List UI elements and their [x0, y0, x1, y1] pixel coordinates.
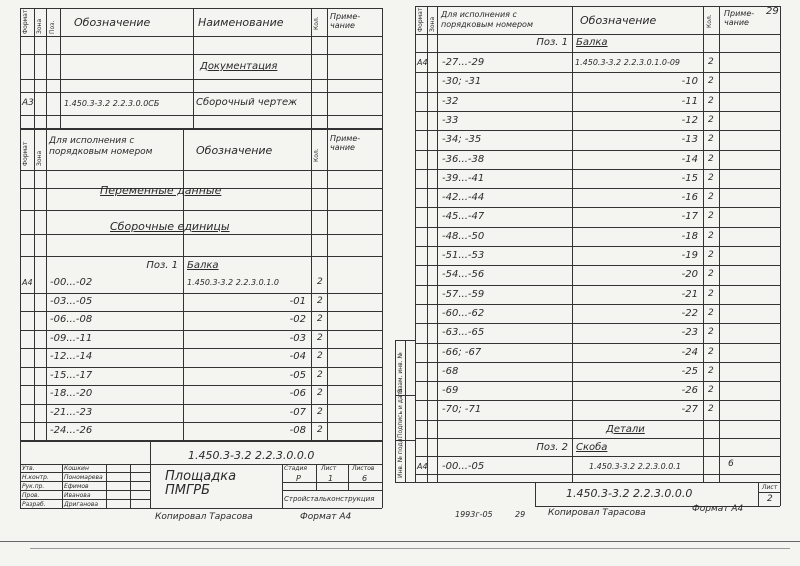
row-line: [415, 323, 780, 324]
side-label-sign: Подпись и дата: [397, 388, 404, 438]
row-exec: -30; -31: [442, 76, 482, 88]
stamp-stage: Р: [296, 474, 301, 483]
row-line: [20, 422, 382, 423]
row-line: [415, 72, 780, 73]
row-line: [415, 362, 780, 363]
header2-for-exec: Для исполнения с порядковым номером: [49, 136, 153, 157]
header2-format: Формат: [22, 141, 29, 166]
row-line: [415, 400, 780, 401]
row-line: [415, 285, 780, 286]
row-designation: -20: [681, 269, 698, 281]
row-designation: -27: [681, 404, 698, 416]
row-designation: -07: [289, 406, 306, 418]
detail-designation: 1.450.3-3.2 2.2.3.0.0.1: [589, 462, 681, 471]
row-exec: -21...-23: [50, 406, 93, 418]
side-label-inv: Инв. № подл.: [397, 436, 404, 478]
header2-note: Приме- чание: [330, 134, 361, 152]
row-qty: 2: [708, 172, 714, 183]
row-designation: 1.450.3-3.2 2.2.3.0.1.0-09: [575, 58, 681, 67]
row-line: [415, 188, 780, 189]
stamp-sheet: 1: [328, 474, 334, 483]
detail-format: А4: [417, 462, 428, 471]
doc-name: Сборочный чертеж: [196, 97, 298, 108]
stamp-code: 1.450.3-3.2 2.2.3.0.0.0: [188, 449, 315, 462]
row-line: [415, 420, 780, 421]
header-format: Формат: [22, 9, 29, 34]
row-designation: -17: [681, 211, 698, 223]
row-line: [415, 343, 780, 344]
stamp-name: Пономарева: [64, 474, 103, 481]
stamp-name: Кошкин: [64, 465, 89, 472]
row-line: [415, 92, 780, 93]
row-qty: 2: [708, 57, 714, 67]
stamp-stage-header: Стадия: [284, 465, 308, 472]
row-qty: 2: [317, 425, 323, 435]
row-exec: -45...-47: [442, 211, 485, 223]
row-line: [415, 130, 780, 131]
header-qty: Кол.: [313, 16, 320, 30]
row-exec: -51...-53: [442, 250, 485, 261]
variable-data-title: Переменные данные: [100, 184, 222, 197]
row-line: [20, 311, 382, 312]
row-designation: -21: [681, 288, 698, 300]
scan-line-2: [30, 548, 790, 549]
row-exec: -24...-26: [50, 425, 93, 436]
header2-designation: Обозначение: [196, 144, 273, 157]
row-designation: -04: [289, 351, 306, 362]
row-qty: 2: [317, 295, 323, 306]
row-qty: 2: [708, 230, 714, 241]
row-qty: 2: [708, 346, 714, 357]
header-zone: Зона: [36, 18, 43, 34]
row-designation: -23: [681, 327, 698, 339]
row-designation: -16: [681, 192, 698, 204]
row-exec: -27...-29: [442, 57, 485, 68]
row-qty: 2: [317, 388, 323, 398]
row-exec: -00...-02: [50, 277, 93, 288]
row-designation: -10: [681, 76, 698, 88]
documentation-title: Документация: [200, 61, 278, 72]
row-qty: 2: [708, 327, 714, 338]
row-exec: -57...-59: [442, 288, 485, 300]
row-designation: -01: [289, 295, 306, 307]
row-qty: 2: [708, 114, 714, 125]
header-pos: Поз.: [49, 20, 56, 34]
row-qty: 2: [708, 365, 714, 376]
row-qty: 2: [708, 211, 714, 222]
pos-name: Балка: [187, 260, 219, 271]
r-header-zone: Зона: [429, 16, 436, 32]
side-label-replace: Взам. инв. №: [397, 352, 404, 393]
scan-line: [0, 541, 800, 542]
row-line: [415, 304, 780, 305]
row-exec: -42...-44: [442, 192, 485, 204]
row-exec: -06...-08: [50, 314, 93, 325]
row-exec: -32: [442, 95, 459, 107]
detail-exec: -00...-05: [442, 461, 485, 472]
row-designation: -13: [681, 134, 698, 146]
r-stamp-sheet: 2: [767, 494, 773, 504]
row-designation: -02: [289, 314, 306, 325]
row-qty: 2: [708, 288, 714, 299]
stamp-org: Стройстальконструкция: [284, 495, 375, 503]
row-exec: -69: [442, 385, 459, 397]
row-designation: -18: [681, 230, 698, 242]
stamp-role: Рук.пр.: [22, 483, 45, 490]
row-qty: 2: [708, 192, 714, 203]
row-qty: 2: [708, 404, 714, 415]
row-designation: -19: [681, 250, 698, 261]
row-line: [20, 404, 382, 405]
stamp-role: Утв.: [22, 465, 35, 472]
stamp-sheets: 6: [362, 474, 368, 483]
stamp-name: Ефимов: [64, 483, 89, 490]
r-header-format: Формат: [417, 7, 424, 32]
details-title: Детали: [606, 424, 645, 435]
row-designation: -22: [681, 307, 698, 319]
row-exec: -66; -67: [442, 346, 482, 358]
stamp-title: Площадка ПМГРБ: [165, 469, 237, 498]
doc-designation: 1.450.3-3.2 2.2.3.0.0СБ: [64, 99, 160, 108]
row-qty: 2: [317, 314, 323, 324]
stamp-sheets-header: Листов: [352, 465, 375, 472]
doc-format: А3: [22, 98, 34, 108]
row-exec: -70; -71: [442, 404, 482, 416]
row-exec: -60...-62: [442, 307, 485, 319]
r-header-designation: Обозначение: [580, 14, 657, 27]
row-exec: -15...-17: [50, 369, 93, 381]
row-format: А4: [22, 278, 33, 287]
r-header-qty: Кол.: [706, 14, 713, 28]
row-line: [415, 227, 780, 228]
row-exec: -63...-65: [442, 327, 485, 339]
pos2-name: Скоба: [576, 442, 608, 453]
row-exec: -12...-14: [50, 351, 93, 362]
stamp-sheet-header: Лист: [321, 465, 337, 472]
row-line: [415, 207, 780, 208]
row-line: [20, 330, 382, 331]
row-line: [20, 348, 382, 349]
r-copied-by: Копировал Тарасова: [548, 508, 646, 518]
row-qty: 2: [317, 351, 323, 361]
stamp-name: Иванова: [64, 492, 91, 499]
row-exec: -09...-11: [50, 332, 93, 344]
row-line: [20, 293, 382, 294]
r-stamp-sheet-header: Лист: [762, 484, 778, 491]
footer-no: 29: [515, 510, 526, 519]
footer-left: 1993г-05: [455, 510, 493, 519]
row-designation: -24: [681, 346, 698, 358]
row-qty: 2: [708, 269, 714, 280]
row-designation: -12: [681, 114, 698, 126]
stamp-name: Дриганова: [64, 501, 99, 508]
r-pos-name: Балка: [576, 37, 608, 48]
detail-qty: 6: [728, 459, 734, 469]
copied-by: Копировал Тарасова: [155, 512, 253, 522]
row-line: [415, 265, 780, 266]
row-designation: -08: [289, 425, 306, 436]
row-qty: 2: [708, 307, 714, 318]
pos2-label: Поз. 2: [536, 442, 568, 453]
row-format: А4: [417, 58, 428, 67]
row-exec: -54...-56: [442, 269, 485, 281]
row-qty: 2: [317, 332, 323, 343]
header2-qty: Кол.: [313, 148, 320, 162]
row-qty: 2: [708, 250, 714, 260]
row-qty: 2: [708, 385, 714, 396]
header-name: Наименование: [198, 16, 284, 29]
row-designation: -05: [289, 369, 306, 381]
row-designation: -06: [289, 388, 306, 399]
row-designation: -26: [681, 385, 698, 397]
row-qty: 2: [317, 277, 323, 287]
header-designation: Обозначение: [74, 16, 151, 29]
row-qty: 2: [317, 369, 323, 380]
row-exec: -39...-41: [442, 172, 485, 184]
row-exec: -03...-05: [50, 295, 93, 307]
row-qty: 2: [317, 406, 323, 417]
row-designation: -25: [681, 365, 698, 377]
row-line: [415, 169, 780, 170]
header-note: Приме- чание: [330, 12, 361, 30]
stamp-role: Пров.: [22, 492, 40, 499]
page-number: 29: [766, 6, 779, 17]
row-exec: -68: [442, 365, 459, 377]
row-exec: -34; -35: [442, 134, 482, 146]
row-designation: 1.450.3-3.2 2.2.3.0.1.0: [187, 278, 279, 287]
row-exec: -18...-20: [50, 388, 93, 399]
pos-label: Поз. 1: [146, 260, 178, 271]
row-exec: -33: [442, 114, 459, 126]
row-qty: 2: [708, 95, 714, 106]
stamp-role: Разраб.: [22, 501, 46, 508]
row-exec: -48...-50: [442, 230, 485, 242]
row-exec: -36...-38: [442, 153, 485, 165]
row-line: [20, 385, 382, 386]
r-pos-label: Поз. 1: [536, 37, 568, 48]
r-stamp-code: 1.450.3-3.2 2.2.3.0.0.0: [566, 487, 693, 500]
stamp-role: Н.контр.: [22, 474, 49, 481]
r-header-note: Приме- чание: [724, 9, 755, 27]
format-label: Формат А4: [300, 512, 352, 522]
row-qty: 2: [708, 153, 714, 164]
row-designation: -03: [289, 332, 306, 344]
row-line: [415, 150, 780, 151]
row-line: [415, 111, 780, 112]
row-qty: 2: [708, 76, 714, 87]
assembly-units-title: Сборочные единицы: [110, 220, 230, 233]
row-qty: 2: [708, 134, 714, 145]
row-designation: -11: [681, 95, 698, 107]
r-format-label: Формат А4: [692, 504, 744, 514]
row-designation: -14: [681, 153, 698, 165]
row-line: [415, 381, 780, 382]
header2-zone: Зона: [36, 150, 43, 166]
row-designation: -15: [681, 172, 698, 184]
row-line: [20, 367, 382, 368]
row-line: [415, 246, 780, 247]
r-header-for-exec: Для исполнения с порядковым номером: [441, 10, 533, 29]
